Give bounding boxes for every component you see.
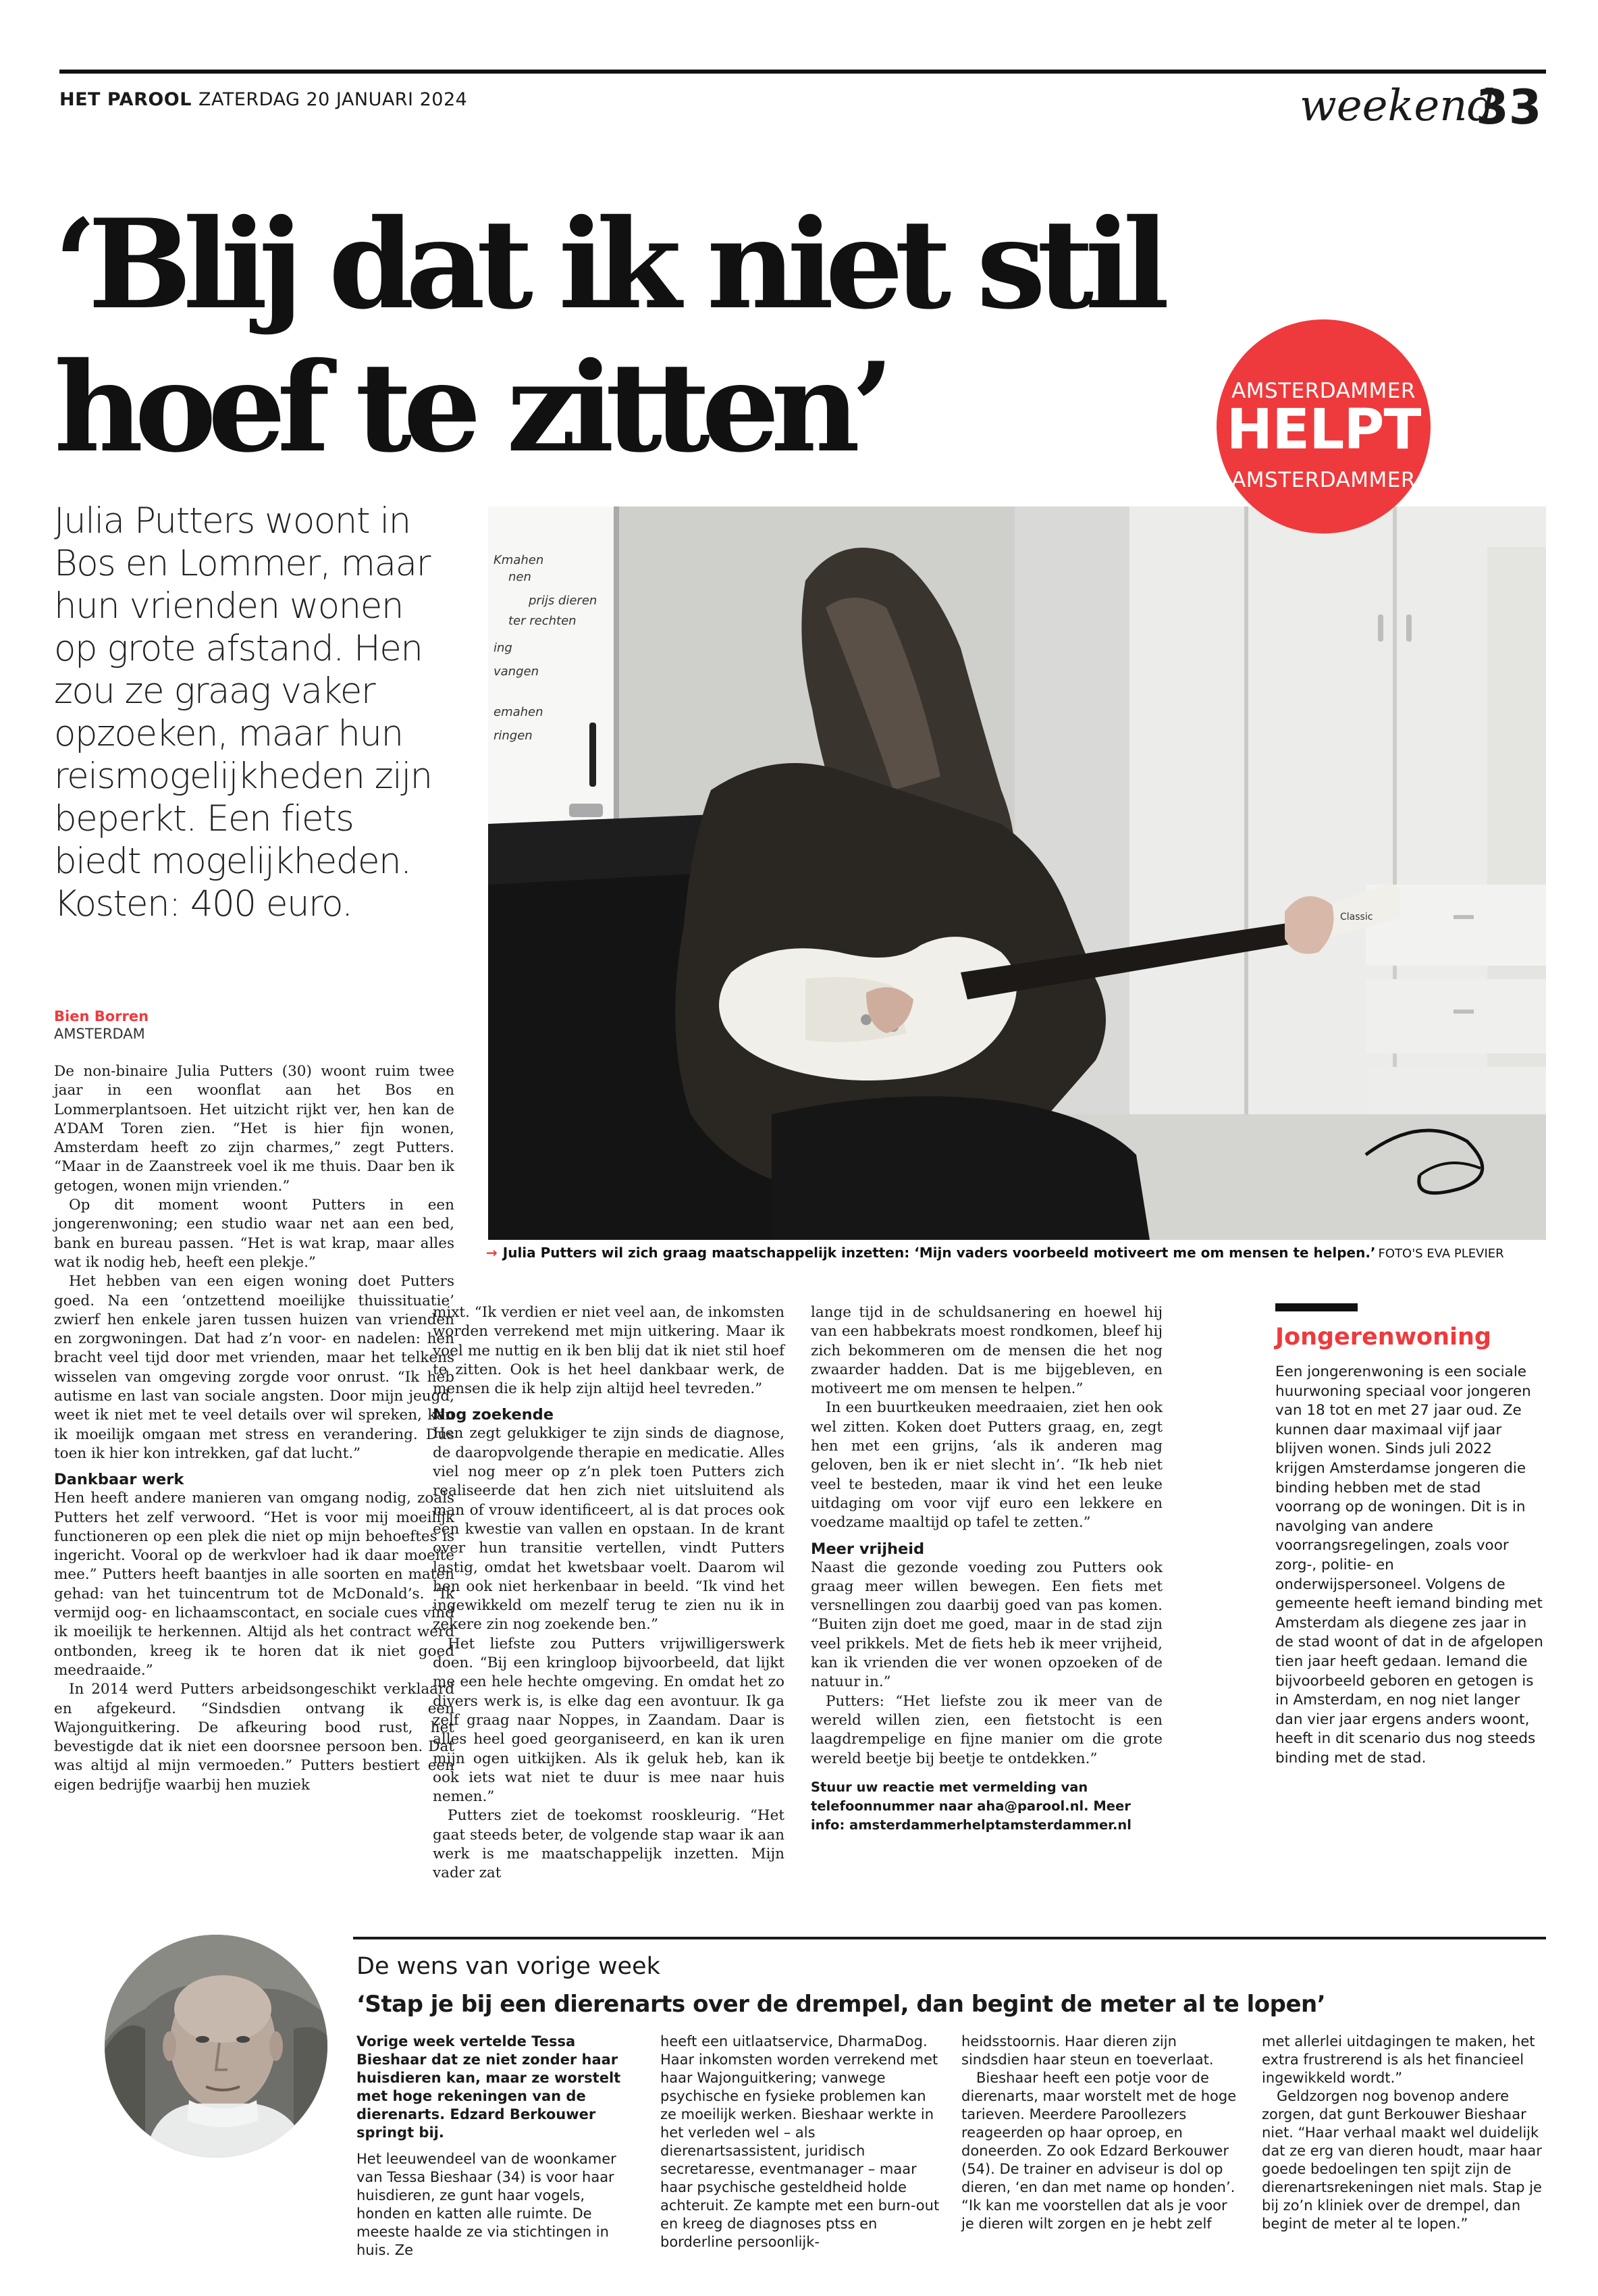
svg-text:ing: ing [494, 641, 512, 655]
paragraph: In een buurtkeuken meedraaien, ziet hen ook wel zitten. Koken doet Putters graag, en, zegt hen met een grijns, ‘als ik anderen mag geloven, ben ik er niet slecht in’. “Ik heb niet veel te besteden, maar ik vind het een leuke uitdaging om voor vijf euro een lekkere en voedzame maaltijd op tafel te zetten.” [811, 1399, 1163, 1532]
svg-text:nen: nen [508, 570, 531, 584]
badge-line-1: AMSTERDAMMER [1231, 379, 1416, 403]
portrait-photo [105, 1935, 327, 2158]
svg-text:emahen: emahen [494, 705, 543, 719]
paragraph: In 2014 werd Putters arbeidsongeschikt verklaard en afgekeurd. “Sindsdien ontvang ik een Wajonguitkering. De afkeuring bood rust, het bevestigde dat ik niet een doorsnee persoon ben. Dat was altijd al mijn vermoeden.” Putters bestiert een eigen bedrijfje waarbij hen muziek [54, 1681, 454, 1794]
headline: ‘Blij dat ik niet stil hoef te zitten’ [54, 192, 1161, 479]
wens-column-4 [1262, 2033, 1544, 2233]
paragraph: Putters ziet de toekomst rooskleurig. “Het gaat steeds beter, de volgende stap waar ik aan werk is me maatschappelijk inzetten. Mijn vader zat [433, 1807, 784, 1882]
section-divider [353, 1937, 1546, 1939]
article-column-1 [54, 1062, 454, 1795]
paragraph: Naast die gezonde voeding zou Putters ook graag meer willen bewegen. Een fiets met versnellingen zou daarbij goed van pas komen. “Buiten zijn doet me goed, maar in de stad zijn veel prikkels. Met de fiets heb ik meer vrijheid, kan ik vrienden die ver wonen opzoeken of de natuur in.” [811, 1559, 1163, 1691]
photo-caption [486, 1245, 1553, 1261]
paragraph: mixt. “Ik verdien er niet veel aan, de inkomsten worden verrekend met mijn uitkering. Maar ik voel me nuttig en ik ben blij dat ik niet stil hoef te zitten. Ook is het heel dankbaar werk, de mensen die ik help zijn altijd heel tevreden.” [433, 1304, 784, 1398]
photo-credit: FOTO'S EVA PLEVIER [1378, 1247, 1504, 1261]
paragraph: De non-binaire Julia Putters (30) woont ruim twee jaar in een woonflat aan het Bos en Lommerplantsoen. Het uitzicht rijkt ver, hen kan de A’DAM Toren zien. “Het is hier fijn wonen, Amsterdam heeft zo zijn charmes,” zegt Putters. “Maar in de Zaanstreek voel ik me thuis. Daar ben ik getogen, wonen mijn vrienden.” [54, 1063, 454, 1195]
svg-text:prijs dieren: prijs dieren [529, 594, 597, 608]
intro: Julia Putters woont in Bos en Lommer, maar hun vrienden wonen op grote afstand. Hen zou ze graag vaker opzoeken, maar hun reismogelijkheden zijn beperkt. Een fiets biedt mogelijkheden. Kosten: 400 euro. [54, 500, 432, 924]
page-number: 33 [1476, 80, 1542, 135]
wens-lead: Vorige week vertelde Tessa Bieshaar dat ze niet zonder haar huisdieren kan, maar ze worstelt met hoge rekeningen van de dierenarts. Edzard Berkouwer springt bij. [356, 2033, 621, 2141]
paragraph: Het hebben van een eigen woning doet Putters goed. Na een ‘ontzettend moeilijke thuissituatie’ zwierf hen enkele jaren tussen huizen van vrienden en zorgwoningen. Dat had z’n voor- en nadelen: hen bracht veel tijd door met vrienden, maar het telkens wisselen van omgeving zorgde voor onrust. “Ik heb autisme en last van sociale angsten. Door mijn jeugd, weet ik niet met te veel details over wil spreken, kan ik moeilijk omgaan met stress en verandering. Dus toen ik hier kon intrekken, gaf dat lucht.” [54, 1273, 454, 1462]
paper-name: HET PAROOL [59, 89, 192, 110]
paragraph: Het leeuwendeel van de woonkamer van Tessa Bieshaar (34) is voor haar huisdieren, ze gunt haar vogels, honden en katten alle ruimte. De meeste haalde ze via stichtingen in huis. Ze [356, 2151, 616, 2258]
paragraph: Geldzorgen nog bovenop andere zorgen, dat gunt Berkouwer Bieshaar niet. “Haar verhaal maakt wel duidelijk dat ze erg van dieren houdt, maar haar goede bedoelingen ten spijt zijn de dierenartsrekeningen niet mals. Stap je bij zo’n kliniek over de drempel, dan begint de meter al te lopen.” [1262, 2088, 1542, 2232]
wens-label: De wens van vorige week [356, 1953, 660, 1980]
sidebar-title: Jongerenwoning [1275, 1324, 1491, 1351]
wens-quote: ‘Stap je bij een dierenarts over de drempel, dan begint de meter al te lopen’ [356, 1991, 1326, 2018]
byline [54, 1008, 149, 1043]
masthead-rule [59, 70, 1546, 74]
paragraph: Het liefste zou Putters vrijwilligerswerk doen. “Bij een kringloop bijvoorbeeld, dat lijkt me een hele hechte omgeving. En omdat het zo divers werk is, is elke dag een avontuur. Ik ga zelf graag naar Noppes, in Zaandam. Daar is alles heel goed georganiseerd, en kan ik uren mijn ogen uitkijken. Als ik geluk heb, kan ik ook iets wat niet te duur is mee naar huis nemen.” [433, 1635, 784, 1806]
article-column-2 [433, 1303, 784, 1883]
sidebar-body: Een jongerenwoning is een sociale huurwoning speciaal voor jongeren van 18 tot en met 27 jaar oud. Ze kunnen daar maximaal vijf jaar blijven wonen. Sinds juli 2022 krijgen Amsterdamse jongeren die binding hebben met de stad voorrang op de woningen. Dit is in navolging van andere voorrangsregelingen, zoals voor zorg-, politie- en onderwijspersoneel. Volgens de gemeente heeft iemand binding met Amsterdam als diegene zes jaar in de stad woont of dat in de afgelopen tien jaar heeft gedaan. Iemand die bijvoorbeeld geboren en getogen is in Amsterdam, en nog niet langer dan vier jaar ergens anders woont, heeft in dit scenario dus nog steeds binding met de stad. [1275, 1363, 1543, 1767]
author-name: Bien Borren [54, 1008, 149, 1024]
article-column-3 [811, 1303, 1163, 1835]
paragraph: heidsstoornis. Haar dieren zijn sindsdien haar steun en toeverlaat. [961, 2033, 1214, 2068]
subheading: Dankbaar werk [54, 1471, 184, 1489]
sidebar-rule [1275, 1303, 1358, 1311]
masthead [59, 89, 467, 110]
paragraph: Bieshaar heeft een potje voor de dierenarts, maar worstelt met de hoge tarieven. Meerdere Paroollezers reageerden op haar oproep, en doneerden. Zo ook Edzard Berkouwer (54). De trainer en adviseur is dol op dieren, ‘en dan met name op honden’. “Ik kan me voorstellen dat als je voor je dieren wilt zorgen en je hebt zelf [961, 2070, 1237, 2232]
article-photo [488, 506, 1546, 1240]
subheading: Nog zoekende [433, 1406, 554, 1424]
paragraph: Putters: “Het liefste zou ik meer van de wereld willen zien, een fietstocht is een laagdrempelige en fijne manier om die grote wereld beetje bij beetje te ontdekken.” [811, 1692, 1163, 1767]
paragraph: lange tijd in de schuldsanering en hoewel hij van een habbekrats moest rondkomen, bleef hij zich bekommeren om de mensen die het nog zwaarder hadden. Dat is me bijgebleven, en motiveert me om mensen te helpen.” [811, 1304, 1163, 1398]
paragraph: Op dit moment woont Putters in een jongerenwoning; een studio waar net aan een bed, bank en bureau passen. “Het is wat krap, maar alles wat ik nodig heb, heeft een plekje.” [54, 1197, 454, 1271]
paragraph: heeft een uitlaatservice, DharmaDog. Haar inkomsten worden verrekend met haar Wajonguitkering; vanwege psychische en fysieke problemen kan ze moeilijk werken. Bieshaar werkte in het verleden wel – als dierenartsassistent, juridisch secretaresse, eventmanager – maar haar psychische gesteldheid holde achteruit. Ze kampte met een burn-out en kreeg de diagnoses ptss en borderline persoonlijk- [660, 2033, 940, 2250]
svg-text:Kmahen: Kmahen [494, 553, 544, 567]
svg-text:ter rechten: ter rechten [508, 614, 577, 628]
wens-column-1 [356, 2033, 639, 2260]
amsterdammer-helpt-badge [1217, 319, 1431, 533]
caption-text: Julia Putters wil zich graag maatschappelijk inzetten: ‘Mijn vaders voorbeeld motiveert me om mensen te helpen.’ [502, 1245, 1376, 1261]
paragraph: Hen heeft andere manieren van omgang nodig, zoals Putters het zelf verwoord. “Het is voor mij moeilijk functioneren op een plek die niet op mijn behoeftes is ingericht. Vooral op de werkvloer had ik daar moeite mee.” Putters heeft baantjes in alle soorten en maten gehad: van het tuincentrum tot de McDonald’s. “Ik vermijd oog- en lichaamscontact, en sociale cues vind ik moeilijk te herkennen. Altijd als het contract werd ontbonden, kreeg ik te horen dat ik niet goed meedraaide.” [54, 1490, 454, 1679]
badge-line-2: HELPT [1226, 398, 1421, 462]
svg-text:Classic: Classic [1340, 912, 1373, 922]
svg-text:ringen: ringen [494, 729, 533, 743]
badge-line-3: AMSTERDAMMER [1231, 468, 1416, 492]
arrow-icon: → [486, 1245, 498, 1261]
wens-column-2 [660, 2033, 942, 2251]
author-location: AMSTERDAM [54, 1026, 145, 1042]
call-to-action: Stuur uw reactie met vermelding van telefoonnummer naar aha@parool.nl. Meer info: amsterdammerhelptamsterdammer.nl [811, 1779, 1131, 1833]
section-name: weekend [1300, 81, 1495, 131]
svg-text:vangen: vangen [494, 664, 539, 679]
paragraph: met allerlei uitdagingen te maken, het extra frustrerend is als het financieel ingewikkeld wordt.” [1262, 2033, 1535, 2086]
issue-date: ZATERDAG 20 JANUARI 2024 [198, 89, 468, 110]
subheading: Meer vrijheid [811, 1540, 925, 1558]
paragraph: Hen zegt gelukkiger te zijn sinds de diagnose, de daaropvolgende therapie en medicatie. Alles viel nog meer op z’n plek toen Putters zich realiseerde dat hen zich niet uitsluitend als man of vrouw identificeert, al is dat proces ook een kwestie van vallen en opstaan. In de krant over hun transitie vertellen, vindt Putters lastig, omdat het kwetsbaar voelt. Daarom wil hen ook niet herkenbaar in beeld. “Ik vind het ingewikkeld om mezelf terug te zien nu ik in zekere zin nog zoekende ben.” [433, 1425, 784, 1634]
wens-column-3 [961, 2033, 1244, 2233]
